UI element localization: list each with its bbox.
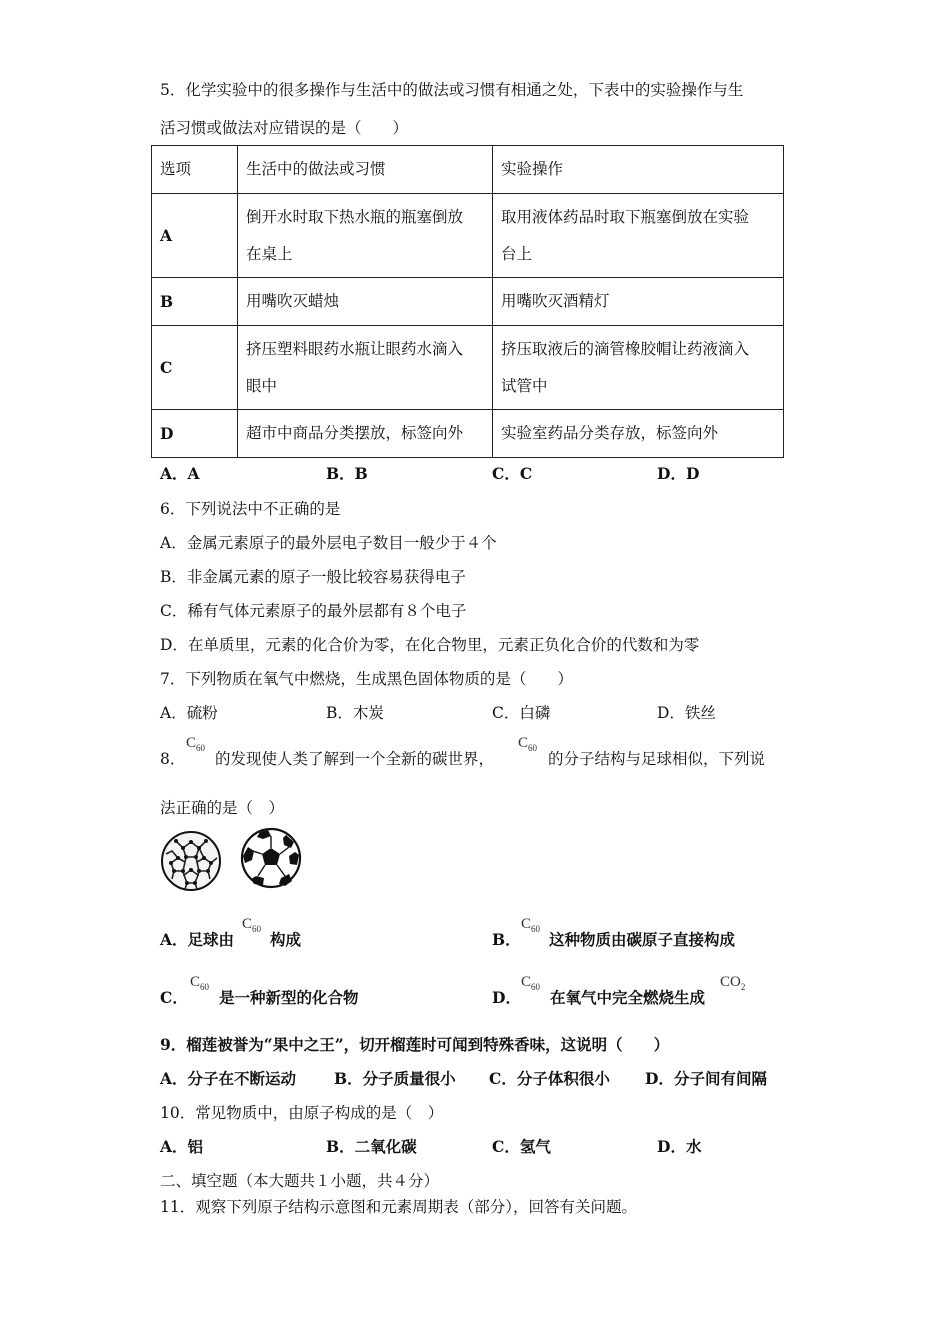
row-life [238,194,493,278]
formula-subscript: 60 [252,924,262,934]
q9-choice-d: D．分子间有间隔 [645,1069,767,1088]
q11-stem: 11．观察下列原子结构示意图和元素周期表（部分），回答有关问题。 [160,1198,637,1216]
formula-symbol: C [242,916,253,932]
q7-stem: 7．下列物质在氧气中燃烧，生成黑色固体物质的是（ ） [160,670,573,688]
q8-number: 8． [160,750,186,768]
q6-choice-b: B．非金属元素的原子一般比较容易获得电子 [160,568,466,586]
q5-stem-line1: 5．化学实验中的很多操作与生活中的做法或习惯有相通之处，下表中的实验操作与生 [160,81,744,99]
q8-stem-line2: 法正确的是（ ） [160,799,285,817]
q6-choice-d: D．在单质里，元素的化合价为零，在化合物里，元素正负化合价的代数和为零 [160,636,700,654]
formula-subscript: 60 [528,743,538,753]
q8-choice-b-label: B． [492,930,521,949]
row-lab [493,326,784,410]
q8-choice-d-text: 在氧气中完全燃烧生成 [550,988,706,1007]
q10-stem: 10．常见物质中，由原子构成的是（ ） [160,1104,444,1122]
q9-choice-b: B．分子质量很小 [334,1069,456,1088]
c60-formula [190,974,209,992]
formula-symbol: CO [720,974,741,990]
table-row [152,410,784,458]
header-lab: 实验操作 [493,146,784,194]
co2-formula [720,974,745,992]
table-row [152,326,784,410]
q8-choice-b-text: 这种物质由碳原子直接构成 [549,930,736,949]
soccer-ball-image [239,826,303,890]
cell-line: 台上 [501,244,533,263]
row-lab: 用嘴吹灭酒精灯 [493,278,784,326]
table-header-row [152,146,784,194]
cell-line: 试管中 [501,376,548,395]
formula-symbol: C [186,735,197,751]
table-row [152,194,784,278]
q7-choice-a: A．硫粉 [160,704,218,722]
formula-symbol: C [190,974,201,990]
row-option: B [152,278,238,326]
formula-symbol: C [521,916,532,932]
q5-stem-line2: 活习惯或做法对应错误的是（ ） [160,119,409,137]
c60-formula [242,916,261,934]
row-option: D [152,410,238,458]
formula-symbol: C [521,974,532,990]
cell-line: 取用液体药品时取下瓶塞倒放在实验 [501,207,750,226]
q7-choice-b: B．木炭 [326,704,384,722]
formula-symbol: C [518,735,529,751]
section-heading: 二、填空题（本大题共１小题，共４分） [160,1172,440,1190]
q9-stem: 9．榴莲被誉为“果中之王”，切开榴莲时可闻到特殊香味，这说明（ ） [160,1035,670,1054]
c60-molecule-image [158,828,224,894]
header-life: 生活中的做法或习惯 [238,146,493,194]
c60-formula [521,916,540,934]
table-row [152,278,784,326]
q8-choice-a-label: A．足球由 [160,930,235,949]
row-life [238,326,493,410]
q5-table [151,145,784,458]
formula-subscript: 60 [196,743,206,753]
header-option: 选项 [152,146,238,194]
cell-line: 挤压取液后的滴管橡胶帽让药液滴入 [501,339,750,358]
formula-subscript: 60 [200,982,210,992]
q5-choice-d: D．D [657,464,700,483]
q8-choice-c-text: 是一种新型的化合物 [219,988,359,1007]
q8-choice-a-text: 构成 [270,930,302,949]
cell-line: 挤压塑料眼药水瓶让眼药水滴入 [246,339,464,358]
q6-choice-a: A．金属元素原子的最外层电子数目一般少于４个 [160,534,497,552]
q9-choice-c: C．分子体积很小 [489,1069,610,1088]
formula-subscript: 2 [740,982,746,992]
row-life: 用嘴吹灭蜡烛 [238,278,493,326]
c60-formula [521,974,540,992]
q8-stem-part1: 的发现使人类了解到一个全新的碳世界， [215,750,495,768]
q5-choice-c: C．C [492,464,533,483]
row-option: A [152,194,238,278]
q5-choice-b: B．B [326,464,368,483]
c60-formula [186,735,205,753]
cell-line: 倒开水时取下热水瓶的瓶塞倒放 [246,207,464,226]
q8-choice-d-label: D． [492,988,521,1007]
formula-subscript: 60 [531,924,541,934]
row-lab [493,194,784,278]
formula-subscript: 60 [531,982,541,992]
q7-choice-d: D．铁丝 [657,704,716,722]
q5-choice-a: A．A [160,464,200,483]
q6-stem: 6．下列说法中不正确的是 [160,500,341,518]
q10-choice-d: D．水 [657,1137,702,1156]
q6-choice-c: C．稀有气体元素原子的最外层都有８个电子 [160,602,467,620]
q7-choice-c: C．白磷 [492,704,551,722]
c60-formula [518,735,537,753]
q10-choice-b: B．二氧化碳 [326,1137,417,1156]
q9-choice-a: A．分子在不断运动 [160,1069,297,1088]
q10-choice-a: A．铝 [160,1137,204,1156]
cell-line: 眼中 [246,376,278,395]
row-option: C [152,326,238,410]
q8-stem-part2: 的分子结构与足球相似，下列说 [548,750,766,768]
row-lab: 实验室药品分类存放，标签向外 [493,410,784,458]
row-life: 超市中商品分类摆放，标签向外 [238,410,493,458]
q10-choice-c: C．氢气 [492,1137,551,1156]
q8-choice-c-label: C． [160,988,188,1007]
cell-line: 在桌上 [246,244,293,263]
